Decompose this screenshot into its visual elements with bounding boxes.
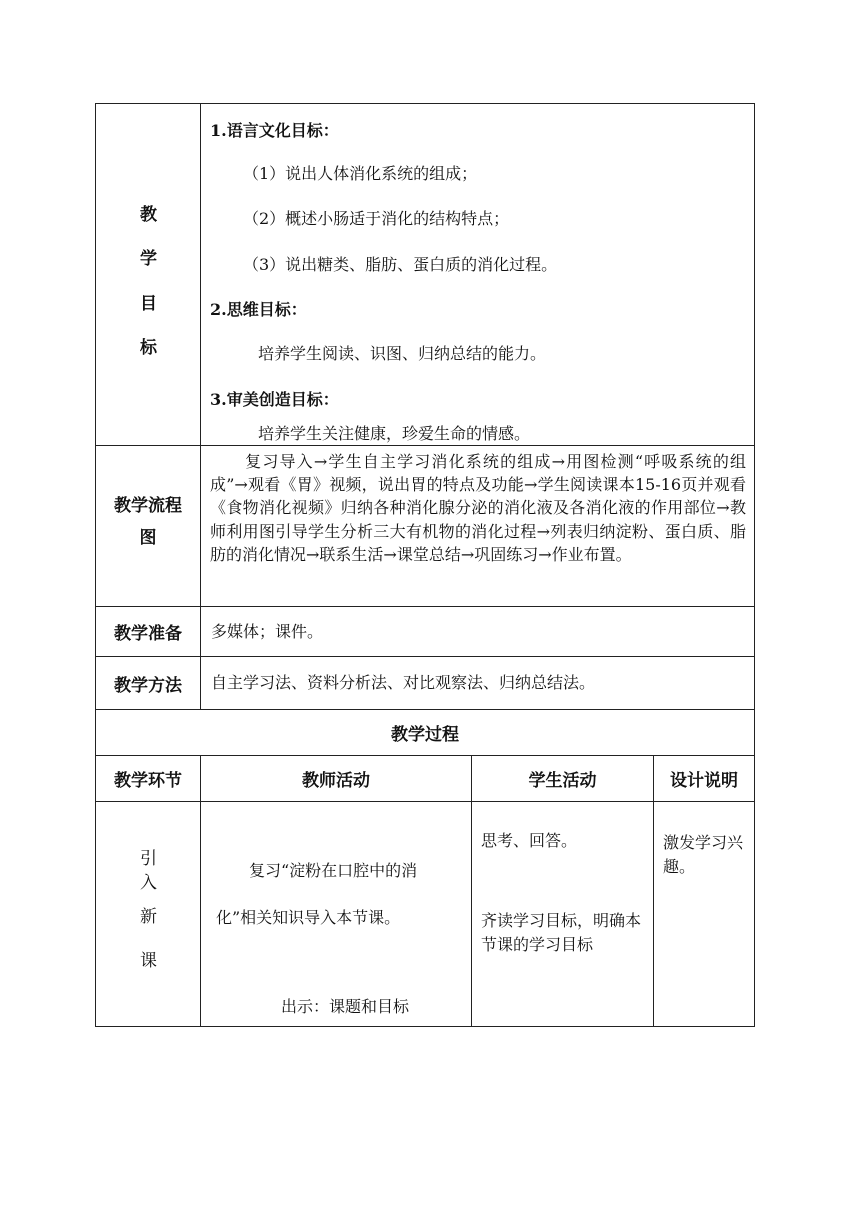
goals-label-char-1: 教 [140,205,157,225]
intro-row [96,802,755,1027]
col-header-stage: 教学环节 [96,756,201,802]
process-header-row [96,756,755,802]
goals-content-cell [201,104,755,446]
intro-stage-char-3: 新 [140,907,157,927]
goals-item-5: 培养学生关注健康，珍爱生命的情感。 [258,424,531,443]
goals-heading-2: 2.思维目标： [210,300,307,319]
intro-teacher-cell [201,802,472,1027]
lesson-plan-table [95,103,755,1027]
col-header-teacher: 教师活动 [201,756,472,802]
flowchart-text: 复习导入→学生自主学习消化系统的组成→用图检测“呼吸系统的组成”→观看《胃》视频，说出胃的特点及功能→学生阅读课本15-16页并观看《食物消化视频》归纳各种消化腺分泌的消化液及各消化液的作用部位→教师利用图引导学生分析三大有机物的消化过程→列表归纳淀粉、蛋白质、脂肪的消化情况→联系生活→课堂总结→巩固练习→作业布置。 [210,452,747,564]
goals-label-char-3: 目 [140,294,157,314]
col-header-design: 设计说明 [654,756,755,802]
intro-design-cell [654,802,755,1027]
intro-student-cell [472,802,654,1027]
methods-row [96,657,755,710]
flowchart-label-line-2: 图 [139,528,157,548]
intro-student-line-2: 齐读学习目标，明确本节课的学习目标 [481,911,642,954]
intro-design-text: 激发学习兴趣。 [663,833,744,876]
methods-value: 自主学习法、资料分析法、对比观察法、归纳总结法。 [201,657,755,710]
preparation-label: 教学准备 [96,607,201,657]
intro-teacher-line-1: 复习“淀粉在口腔中的消 [249,861,418,880]
goals-label-cell [96,104,201,446]
flowchart-label-line-1: 教学流程 [114,496,182,516]
goals-item-1: （1）说出人体消化系统的组成； [243,164,478,183]
intro-teacher-line-2: 化”相关知识导入本节课。 [216,908,401,927]
process-title-row [96,710,755,756]
goals-heading-3: 3.审美创造目标： [210,390,339,409]
col-header-student: 学生活动 [472,756,654,802]
goals-heading-1: 1.语言文化目标： [210,121,339,140]
goals-item-4: 培养学生阅读、识图、归纳总结的能力。 [258,344,547,363]
goals-item-2: （2）概述小肠适于消化的结构特点； [243,209,510,228]
intro-stage-char-2: 入 [140,873,157,893]
intro-teacher-line-3: 出示：课题和目标 [281,997,410,1016]
methods-label: 教学方法 [96,657,201,710]
goals-label-char-4: 标 [140,338,157,358]
process-title: 教学过程 [96,710,755,756]
intro-stage-char-4: 课 [140,951,157,971]
goals-row [96,104,755,446]
goals-item-3: （3）说出糖类、脂肪、蛋白质的消化过程。 [243,255,558,274]
preparation-value: 多媒体；课件。 [201,607,755,657]
intro-stage-char-1: 引 [140,849,157,869]
intro-stage-cell [96,802,201,1027]
flowchart-row [96,446,755,607]
flowchart-content-cell [201,446,755,607]
intro-student-line-1: 思考、回答。 [481,831,578,850]
preparation-row [96,607,755,657]
goals-label-char-2: 学 [140,249,157,269]
flowchart-label-cell [96,446,201,607]
